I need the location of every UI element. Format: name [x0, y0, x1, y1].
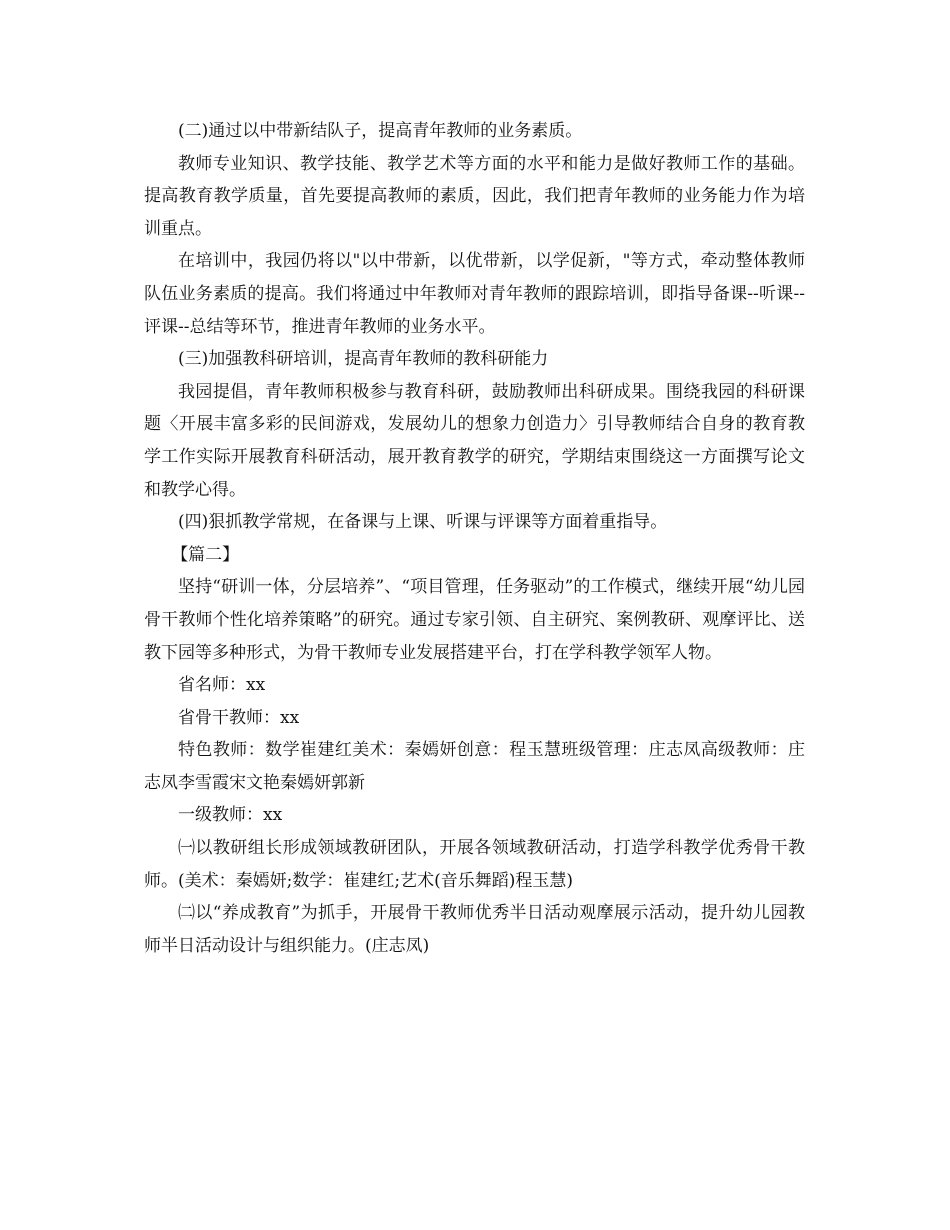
featured-teachers: 特色教师：数学崔建红美术：秦嫣妍创意：程玉慧班级管理：庄志凤高级教师：庄志凤李雪霞宋文艳秦嫣妍郭新	[144, 740, 805, 793]
paragraph-working-mode: 坚持“研训一体，分层培养”、“项目管理，任务驱动”的工作模式，继续开展“幼儿园骨干教师个性化培养策略”的研究。通过专家引领、自主研究、案例教研、观摩评比、送教下园等多种形式，为骨干教师专业发展搭建平台，打在学科教学领军人物。	[144, 577, 805, 663]
item-one-research-team: ㈠以教研组长形成领域教研团队，开展各领域教研活动，打造学科教学优秀骨干教师。(美术：秦嫣妍;数学：崔建红;艺术(音乐舞蹈)程玉慧)	[144, 838, 805, 891]
provincial-master-teacher: 省名师：xx	[178, 675, 266, 696]
first-level-teacher: 一级教师：xx	[178, 805, 283, 826]
paragraph-research: 我园提倡，青年教师积极参与教育科研，鼓励教师出科研成果。围绕我园的科研课题〈开展丰富多彩的民间游戏，发展幼儿的想象力创造力〉引导教师结合自身的教育教学工作实际开展教育科研活动，展开教育教学的研究，学期结束围绕这一方面撰写论文和教学心得。	[144, 381, 805, 500]
provincial-key-teacher: 省骨干教师：xx	[178, 707, 300, 728]
paragraph-teacher-quality: 教师专业知识、教学技能、教学艺术等方面的水平和能力是做好教师工作的基础。提高教育教学质量，首先要提高教师的素质，因此，我们把青年教师的业务能力作为培训重点。	[144, 153, 805, 239]
section-heading-3: (三)加强教科研培训，提高青年教师的教科研能力	[178, 349, 549, 370]
part-two-heading: 【篇二】	[171, 544, 240, 565]
section-heading-2: (二)通过以中带新结队子，提高青年教师的业务素质。	[178, 121, 583, 141]
section-heading-4: (四)狠抓教学常规，在备课与上课、听课与评课等方面着重指导。	[178, 512, 668, 533]
paragraph-training-method: 在培训中，我园仍将以"以中带新，以优带新，以学促新，"等方式，牵动整体教师队伍业务素质的提高。我们将通过中年教师对青年教师的跟踪培训，即指导备课--听课--评课--总结等环节，推进青年教师的业务水平。	[144, 251, 805, 337]
item-two-habit-education: ㈡以“养成教育”为抓手，开展骨干教师优秀半日活动观摩展示活动，提升幼儿园教师半日活动设计与组织能力。(庄志凤)	[144, 903, 805, 956]
